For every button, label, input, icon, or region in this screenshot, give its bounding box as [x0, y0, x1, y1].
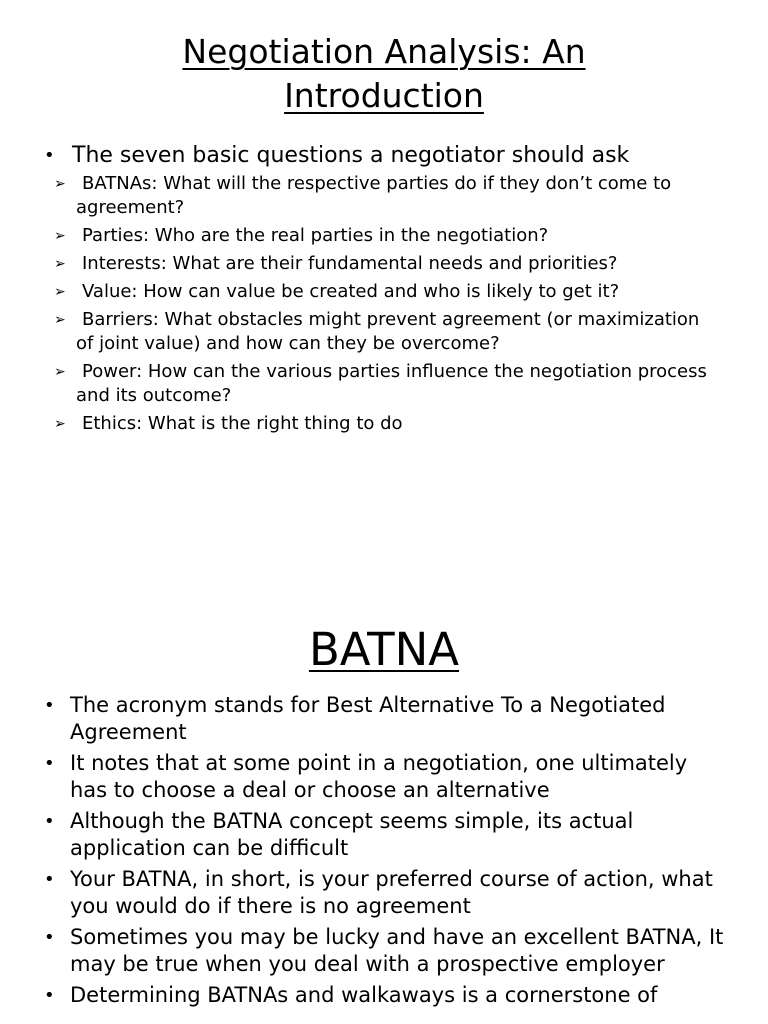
main-point-text: The seven basic questions a negotiator should ask — [72, 143, 630, 168]
bullet-dot-icon: • — [44, 985, 55, 1006]
sub-point-text: Parties: Who are the real parties in the negotiation? — [82, 225, 549, 246]
slide-title: BATNA — [308, 623, 460, 676]
bullet-dot-icon: • — [44, 811, 55, 832]
arrow-bullet-icon: ➢ — [54, 416, 66, 432]
bullet-dot-icon: • — [44, 869, 55, 890]
list-item — [44, 750, 728, 804]
point-text: The acronym stands for Best Alternative To a Negotiated Agreement — [70, 693, 666, 744]
arrow-bullet-icon: ➢ — [54, 176, 66, 192]
bullet-dot-icon: • — [44, 695, 55, 716]
list-item-main-point — [44, 142, 748, 436]
list-item — [54, 172, 748, 220]
bullet-dot-icon: • — [44, 927, 55, 948]
slide-batna — [0, 608, 768, 1024]
sub-bullet-list — [54, 172, 748, 436]
list-item — [44, 924, 728, 978]
point-text: It notes that at some point in a negotiation, one ultimately has to choose a deal or choose an alternative — [70, 751, 688, 802]
title-line-2: Introduction — [284, 76, 484, 115]
sub-point-text: Barriers: What obstacles might prevent agreement (or maximization of joint value) and how can they be overcome? — [76, 309, 700, 354]
list-item — [44, 982, 728, 1009]
list-item — [54, 412, 748, 436]
arrow-bullet-icon: ➢ — [54, 284, 66, 300]
point-text: Sometimes you may be lucky and have an excellent BATNA, It may be true when you deal with a prospective employer — [70, 925, 724, 976]
list-item — [54, 280, 748, 304]
arrow-bullet-icon: ➢ — [54, 312, 66, 328]
bullet-list — [0, 142, 768, 436]
list-item — [54, 360, 748, 408]
list-item — [54, 308, 748, 356]
bullet-dot-icon: • — [44, 753, 55, 774]
bullet-list — [0, 692, 768, 1009]
point-text: Although the BATNA concept seems simple, its actual application can be difficult — [70, 809, 634, 860]
sub-point-text: Interests: What are their fundamental needs and priorities? — [82, 253, 618, 274]
list-item — [44, 808, 728, 862]
slide-title — [0, 0, 768, 118]
sub-point-text: Ethics: What is the right thing to do — [82, 413, 403, 434]
sub-point-text: Power: How can the various parties influence the negotiation process and its outcome? — [76, 361, 707, 406]
title-line-1: Negotiation Analysis: An — [182, 32, 586, 71]
list-item — [44, 692, 728, 746]
list-item — [44, 866, 728, 920]
sub-point-text: Value: How can value be created and who is likely to get it? — [82, 281, 620, 302]
point-text: Determining BATNAs and walkaways is a cornerstone of — [70, 983, 658, 1007]
list-item — [54, 252, 748, 276]
arrow-bullet-icon: ➢ — [54, 228, 66, 244]
sub-point-text: BATNAs: What will the respective parties do if they don’t come to agreement? — [76, 173, 672, 218]
arrow-bullet-icon: ➢ — [54, 364, 66, 380]
arrow-bullet-icon: ➢ — [54, 256, 66, 272]
bullet-dot-icon: • — [44, 145, 55, 166]
list-item — [54, 224, 748, 248]
point-text: Your BATNA, in short, is your preferred course of action, what you would do if there is no agreement — [70, 867, 713, 918]
